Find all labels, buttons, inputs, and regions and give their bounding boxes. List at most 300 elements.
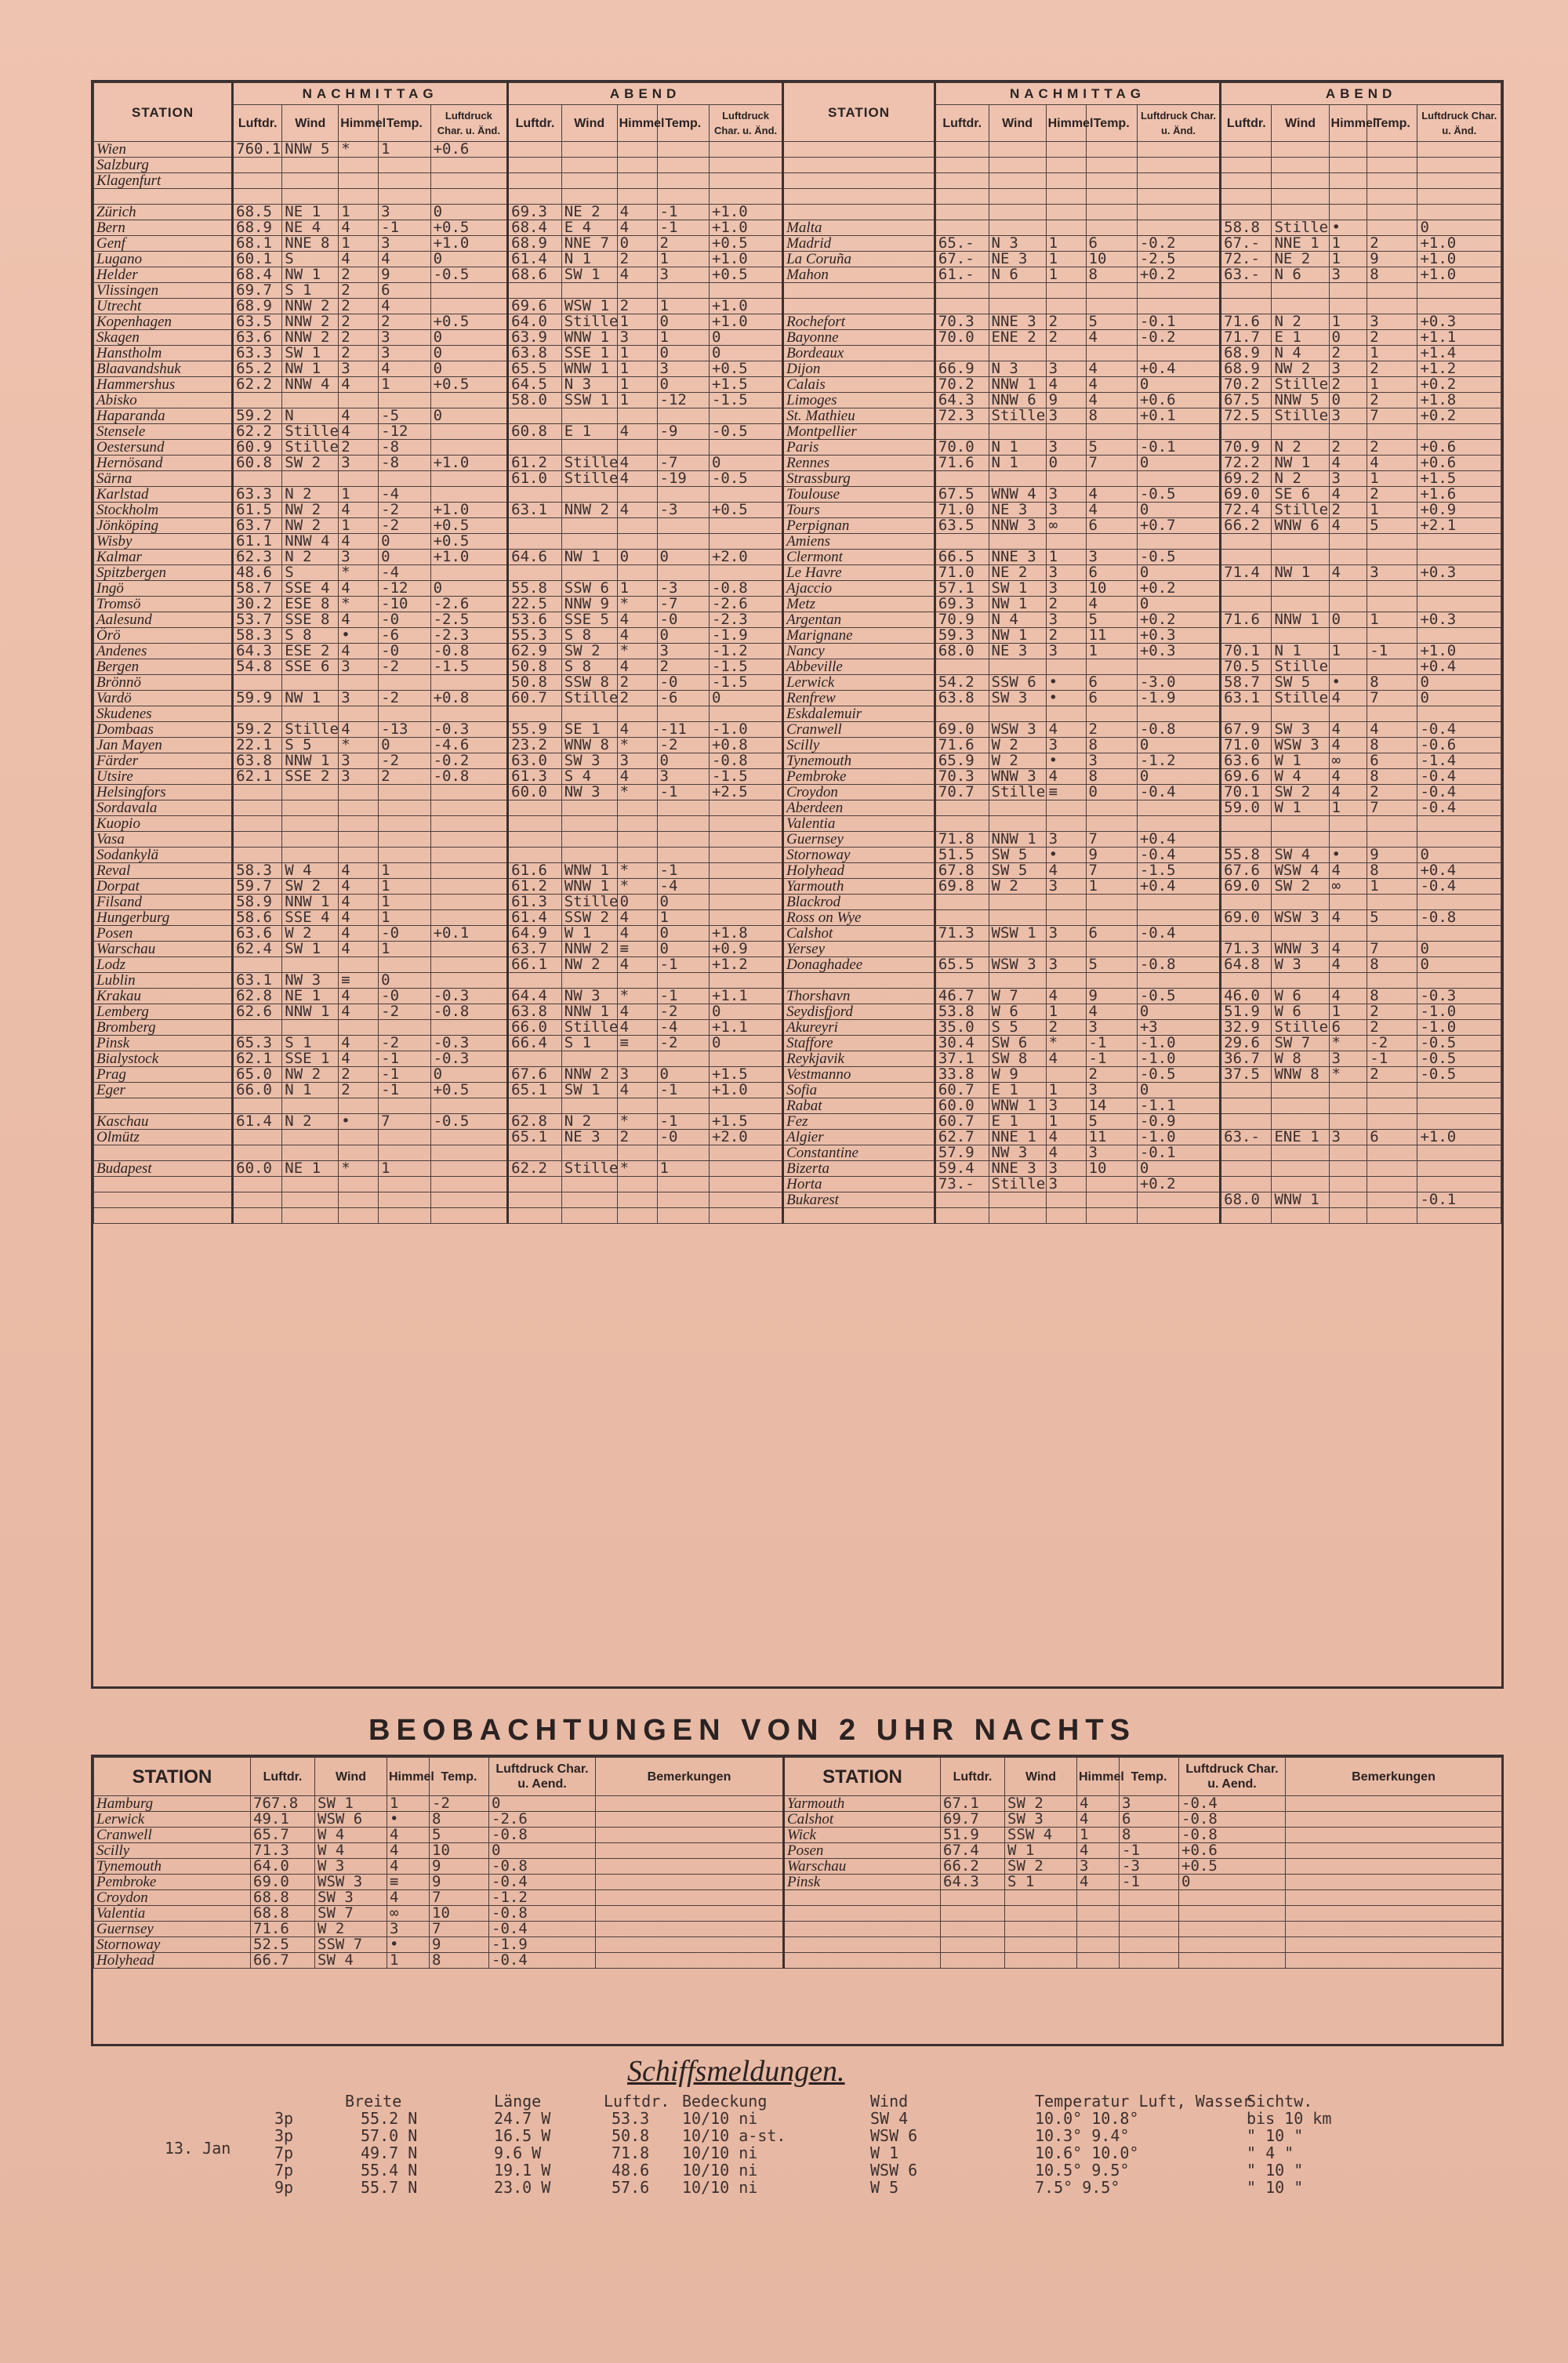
cell [1086,706,1137,722]
cell: +0.6 [1417,456,1501,471]
cell [1086,816,1137,832]
station-name: Särna [94,471,233,487]
cell: 6 [1086,691,1137,706]
ship-cell: W 5 [870,2178,899,2197]
cell [1005,1890,1077,1906]
cell: 0 [657,346,709,361]
cell: 8 [1367,267,1417,283]
cell: -0.4 [1417,722,1501,738]
cell [935,158,989,173]
cell: ∞ [387,1906,430,1922]
cell: 58.8 [1221,220,1272,236]
cell [935,471,989,487]
cell: NE 2 [989,565,1046,581]
cell: 3 [379,236,430,252]
cell [1221,597,1272,612]
cell: 1 [1329,800,1367,816]
cell [1077,1937,1120,1953]
group-nachmittag-right: NACHMITTAG [935,83,1220,105]
cell: -1 [657,1114,709,1130]
cell: 66.2 [1221,518,1272,534]
table-row [94,910,1501,926]
header-temp: Temp. [1367,105,1417,142]
cell [1221,1098,1272,1114]
cell: 59.7 [233,879,282,895]
cell: ENE 1 [1272,1130,1329,1145]
cell: +0.6 [430,142,508,158]
cell: 69.8 [935,879,989,895]
cell [1329,158,1367,173]
cell [1329,659,1367,675]
cell: 60.7 [935,1083,989,1098]
cell: 63.- [1221,267,1272,283]
cell [1086,471,1137,487]
cell [1329,816,1367,832]
cell [657,440,709,456]
cell: 1 [339,236,379,252]
cell [1367,550,1417,565]
cell [1417,597,1501,612]
cell: 70.1 [1221,644,1272,659]
cell [709,706,782,722]
cell: -0.8 [1179,1828,1286,1843]
cell: SSE 2 [282,769,339,785]
cell: SW 3 [561,753,617,769]
cell [1046,471,1086,487]
cell: 4 [1046,769,1086,785]
cell: +1.0 [1417,236,1501,252]
station-name: Filsand [94,895,233,910]
station-name: Wien [94,142,233,158]
cell [941,1906,1005,1922]
cell [1120,1937,1179,1953]
cell [561,408,617,424]
cell [1086,800,1137,816]
cell: 1 [379,879,430,895]
cell: W 6 [989,1004,1046,1020]
cell [1221,205,1272,220]
cell [989,895,1046,910]
cell: -0.3 [430,1051,508,1067]
station-name: Thorshavn [783,989,935,1004]
cell: 62.4 [233,942,282,957]
cell [617,487,657,503]
ship-cell: " 10 " [1247,2178,1304,2197]
cell: 8 [1367,863,1417,879]
cell [1137,189,1220,205]
cell: S [282,565,339,581]
cell: 9 [1367,848,1417,863]
cell: 0 [617,550,657,565]
cell: 65.- [935,236,989,252]
cell: * [617,863,657,879]
cell: 0 [657,926,709,942]
cell [1137,534,1220,550]
cell: 3 [339,691,379,706]
cell: 72.2 [1221,456,1272,471]
cell: 1 [1367,377,1417,393]
cell: -0.8 [489,1906,596,1922]
header-himmel: Himmel [339,105,379,142]
cell: 0 [657,628,709,644]
cell: 69.6 [508,299,562,314]
ship-cell: 24.7 W [494,2109,551,2128]
cell: 7 [379,1114,430,1130]
cell: -1.9 [489,1937,596,1953]
station-name: Salzburg [94,158,233,173]
cell: 0 [1086,785,1137,800]
cell: ∞ [1329,879,1367,895]
cell: 0 [379,973,430,989]
cell [508,1051,562,1067]
header-temp: Temp. [379,105,430,142]
cell: -0.2 [1137,236,1220,252]
cell [379,393,430,408]
cell [339,173,379,189]
cell: 63.3 [233,346,282,361]
cell: NW 2 [282,518,339,534]
cell [339,675,379,691]
cell: +1.5 [709,377,782,393]
cell: 67.5 [1221,393,1272,408]
cell: +1.8 [1417,393,1501,408]
station-name [783,283,935,299]
cell: 71.8 [935,832,989,848]
cell: SSE 4 [282,581,339,597]
cell [233,848,282,863]
station-name: Budapest [94,1161,233,1177]
cell: WNW 8 [561,738,617,753]
cell [1286,1859,1502,1875]
cell [989,346,1046,361]
cell [430,785,508,800]
cell: +1.0 [709,1083,782,1098]
cell: 0 [657,1067,709,1083]
cell: 8 [430,1953,489,1969]
station-name: Ingö [94,581,233,597]
cell: 3 [339,550,379,565]
cell: 0 [1329,393,1367,408]
cell: 53.8 [935,1004,989,1020]
cell: 35.0 [935,1020,989,1036]
station-header-left: STATION [94,83,233,142]
cell [1120,1906,1179,1922]
cell: 6 [1086,926,1137,942]
station-name: Blaavandshuk [94,361,233,377]
cell: -0.8 [430,644,508,659]
station-name: Aalesund [94,612,233,628]
ship-cell: 9.6 W [494,2143,542,2162]
cell [1086,973,1137,989]
cell [617,518,657,534]
cell: 54.8 [233,659,282,675]
station-name: Amiens [783,534,935,550]
cell [657,1051,709,1067]
cell: +0.6 [1179,1843,1286,1859]
cell: -5 [379,408,430,424]
table-row [94,816,1501,832]
cell [430,895,508,910]
cell: 58.3 [233,863,282,879]
ship-cell: 48.6 [612,2161,650,2180]
station-name: Cranwell [783,722,935,738]
cell [1417,1145,1501,1161]
cell: +1.2 [1417,361,1501,377]
cell [989,142,1046,158]
cell: SW 5 [989,848,1046,863]
cell [339,1130,379,1145]
station-name: Seydisfjord [783,1004,935,1020]
cell: -2 [379,659,430,675]
header-luftdr: Luftdr. [508,105,562,142]
station-name: Rennes [783,456,935,471]
cell: • [1329,675,1367,691]
cell: 22.1 [233,738,282,753]
cell [617,1208,657,1224]
station-name: Guernsey [94,1922,251,1937]
cell: NNW 2 [282,314,339,330]
cell: 4 [1046,1145,1086,1161]
station-name [94,1145,233,1161]
cell [379,1020,430,1036]
cell [657,534,709,550]
cell [1417,706,1501,722]
cell: 7 [1367,942,1417,957]
station-name: Sordavala [94,800,233,816]
cell: 0 [657,314,709,330]
station-name: Rabat [783,1098,935,1114]
cell: 0 [489,1843,596,1859]
cell: 66.9 [935,361,989,377]
cell [1221,706,1272,722]
cell: -2 [379,691,430,706]
cell: Stille [1272,659,1329,675]
station-name: Blackrod [783,895,935,910]
cell: 0 [709,1036,782,1051]
cell: 3 [1046,879,1086,895]
cell [561,440,617,456]
cell: 7 [1367,800,1417,816]
cell: Stille [282,424,339,440]
cell: 3 [1086,550,1137,565]
cell: 6 [379,283,430,299]
cell: 2 [1329,377,1367,393]
station-name [94,1208,233,1224]
cell: 4 [1046,1130,1086,1145]
station-name: Paris [783,440,935,456]
cell: -1.5 [1137,863,1220,879]
cell [379,816,430,832]
table-row [94,518,1501,534]
cell: 64.6 [508,550,562,565]
cell: 1 [379,377,430,393]
cell: NE 3 [989,252,1046,267]
cell: NNW 1 [282,753,339,769]
ship-reports-title: Schiffsmeldungen. [627,2055,845,2088]
cell [1272,299,1329,314]
station-name: Algier [783,1130,935,1145]
cell: -4.6 [430,738,508,753]
cell [339,706,379,722]
station-name: Akureyri [783,1020,935,1036]
cell: 4 [617,628,657,644]
cell: -1 [379,220,430,236]
cell: 0 [1417,675,1501,691]
cell: SW 2 [1272,879,1329,895]
cell: NE 3 [989,644,1046,659]
cell: +0.5 [709,267,782,283]
cell: N 2 [561,1114,617,1130]
ship-cell: 10/10 ni [682,2109,758,2128]
cell: 22.5 [508,597,562,612]
cell: N 2 [282,550,339,565]
cell: 60.7 [508,691,562,706]
cell: Stille [989,785,1046,800]
cell [1272,1145,1329,1161]
cell [1179,1906,1286,1922]
cell: 2 [1046,597,1086,612]
cell [1417,550,1501,565]
cell: -9 [657,424,709,440]
ship-cell: 55.4 N [361,2161,418,2180]
cell: 11 [1086,1130,1137,1145]
cell: -1 [1086,1036,1137,1051]
cell [1046,800,1086,816]
cell: 61.4 [508,910,562,926]
station-name: Bukarest [783,1192,935,1208]
cell: -0.5 [1137,1067,1220,1083]
station-name: Pinsk [784,1875,941,1890]
station-name: Hungerburg [94,910,233,926]
cell: 1 [1086,879,1137,895]
cell: 2 [339,1067,379,1083]
cell [1221,628,1272,644]
cell: Stille [1272,503,1329,518]
cell [989,816,1046,832]
station-name [783,1208,935,1224]
cell [617,565,657,581]
cell: 3 [657,644,709,659]
cell [1221,832,1272,848]
station-name: Horta [783,1177,935,1192]
cell: 37.5 [1221,1067,1272,1083]
cell: 71.3 [935,926,989,942]
station-name: Tromsö [94,597,233,612]
cell: 0 [430,1067,508,1083]
cell: -1 [379,1067,430,1083]
table-row [94,1051,1501,1067]
cell [282,785,339,800]
cell: N 2 [282,1114,339,1130]
cell [1329,628,1367,644]
cell: Stille [1272,377,1329,393]
table-row [94,1114,1501,1130]
cell: -1.0 [1417,1004,1501,1020]
cell: -8 [379,456,430,471]
cell: -1.0 [1417,1020,1501,1036]
cell: * [617,597,657,612]
cell [1286,1953,1502,1969]
cell: 2 [379,769,430,785]
cell [935,816,989,832]
cell: 61.0 [508,471,562,487]
cell: -1.0 [1137,1130,1220,1145]
cell [596,1828,784,1843]
cell: 67.5 [935,487,989,503]
station-name [94,189,233,205]
cell: 10 [1086,581,1137,597]
table-row [94,644,1501,659]
cell [1221,424,1272,440]
cell: +0.1 [430,926,508,942]
cell [1272,926,1329,942]
cell [657,408,709,424]
cell [508,848,562,863]
cell: N 1 [282,1083,339,1098]
cell: -0.4 [1179,1796,1286,1812]
cell: 61.6 [508,863,562,879]
cell: 4 [339,910,379,926]
cell: -8 [379,440,430,456]
cell: -1 [1086,1051,1137,1067]
cell: NE 2 [1272,252,1329,267]
cell: NNW 5 [282,142,339,158]
cell [1086,142,1137,158]
cell: 70.9 [1221,440,1272,456]
cell [1086,299,1137,314]
cell: 3 [657,267,709,283]
cell: • [1046,675,1086,691]
ship-cell: 3p [274,2126,294,2145]
ship-cell: 9p [274,2178,294,2197]
station-name [94,1177,233,1192]
cell: +1.2 [709,957,782,973]
cell [561,1208,617,1224]
cell: 1 [379,942,430,957]
cell: NNE 1 [1272,236,1329,252]
cell: 1 [1329,252,1367,267]
cell [1329,1192,1367,1208]
cell [1046,189,1086,205]
cell: SW 2 [561,644,617,659]
cell: 2 [617,252,657,267]
cell: SW 8 [989,1051,1046,1067]
cell: SSW 7 [315,1937,387,1953]
cell [1329,1177,1367,1192]
cell [935,800,989,816]
cell: 0 [1137,456,1220,471]
cell [379,706,430,722]
cell: W 6 [1272,1004,1329,1020]
cell: 4 [379,361,430,377]
cell: N 4 [989,612,1046,628]
cell: 59.2 [233,408,282,424]
station-name: Holyhead [94,1953,251,1969]
cell [430,471,508,487]
station-name: Utrecht [94,299,233,314]
cell [430,1145,508,1161]
cell: -0.1 [1137,440,1220,456]
cell: N 2 [282,487,339,503]
cell: 4 [617,926,657,942]
station-name: Mahon [783,267,935,283]
cell: 62.3 [233,550,282,565]
cell: 64.0 [508,314,562,330]
cell: 5 [1086,1114,1137,1130]
cell [508,142,562,158]
cell [989,910,1046,926]
cell [508,1177,562,1192]
